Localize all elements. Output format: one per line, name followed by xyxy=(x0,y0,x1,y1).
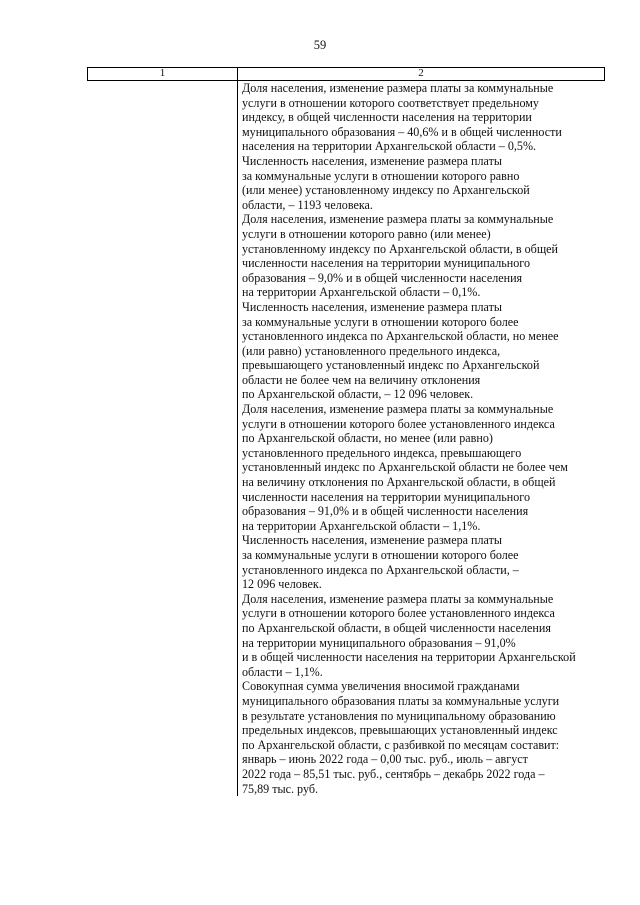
text-line: Доля населения, изменение размера платы за коммунальные xyxy=(242,402,554,417)
text-line: Доля населения, изменение размера платы за коммунальные xyxy=(242,212,554,227)
table-cell-right xyxy=(238,81,605,797)
text-line: 75,89 тыс. руб. xyxy=(242,781,319,796)
text-line: услуги в отношении которого более установленного индекса xyxy=(242,606,555,621)
text-line: численности населения на территории муниципального xyxy=(242,489,531,504)
text-line: в результате установления по муниципальному образованию xyxy=(242,708,556,723)
text-line: Доля населения, изменение размера платы за коммунальные xyxy=(242,81,554,95)
text-line: области – 1,1%. xyxy=(242,664,323,679)
document-table xyxy=(87,67,605,796)
text-line: Доля населения, изменение размера платы за коммунальные xyxy=(242,591,554,606)
text-line: на величину отклонения по Архангельской области, в общей xyxy=(242,475,556,490)
text-line: установленный индекс по Архангельской области не более чем xyxy=(242,460,568,475)
text-line: образования – 9,0% и в общей численности населения xyxy=(242,270,523,285)
text-line: январь – июнь 2022 года – 0,00 тыс. руб., июль – август xyxy=(242,752,528,767)
table-header-row xyxy=(88,68,605,81)
text-line: Численность населения, изменение размера платы xyxy=(242,153,502,168)
text-line: за коммунальные услуги в отношении которого равно xyxy=(242,168,520,183)
text-line: муниципального образования платы за коммунальные услуги xyxy=(242,693,560,708)
text-line: установленному индексу по Архангельской области, в общей xyxy=(242,241,558,256)
text-line: по Архангельской области, – 12 096 человек. xyxy=(242,387,474,402)
text-line: и в общей численности населения на территории Архангельской xyxy=(242,650,576,665)
text-line: услуги в отношении которого более установленного индекса xyxy=(242,416,555,431)
text-line: установленного индекса по Архангельской области, но менее xyxy=(242,329,559,344)
text-line: 12 096 человек. xyxy=(242,577,322,592)
text-line: Численность населения, изменение размера платы xyxy=(242,299,502,314)
text-line: по Архангельской области, с разбивкой по месяцам составит: xyxy=(242,737,560,752)
text-line: (или равно) установленного предельного индекса, xyxy=(242,343,501,358)
text-line: области, – 1193 человека. xyxy=(242,197,373,212)
text-line: Совокупная сумма увеличения вносимой гражданами xyxy=(242,679,520,694)
text-line: муниципального образования – 40,6% и в общей численности xyxy=(242,124,562,139)
text-line: предельных индексов, превышающих установленный индекс xyxy=(242,723,558,738)
text-line: на территории Архангельской области – 1,1%. xyxy=(242,518,481,533)
text-line: населения на территории Архангельской области – 0,5%. xyxy=(242,139,537,154)
text-line: области не более чем на величину отклонения xyxy=(242,372,481,387)
text-line: установленного предельного индекса, превышающего xyxy=(242,445,522,460)
text-line: образования – 91,0% и в общей численности населения xyxy=(242,504,529,519)
text-line: услуги в отношении которого равно (или менее) xyxy=(242,226,491,241)
text-line: услуги в отношении которого соответствует предельному xyxy=(242,95,539,110)
text-line: численности населения на территории муниципального xyxy=(242,256,531,271)
table-row xyxy=(88,81,605,797)
text-line: превышающего установленный индекс по Архангельской xyxy=(242,358,540,373)
column-header-2: 2 xyxy=(238,68,605,81)
text-line: 2022 года – 85,51 тыс. руб., сентябрь – декабрь 2022 года – xyxy=(242,766,545,781)
page-number: 59 xyxy=(313,38,327,52)
text-line: по Архангельской области, в общей численности населения xyxy=(242,620,551,635)
text-line: по Архангельской области, но менее (или равно) xyxy=(242,431,493,446)
text-line: Численность населения, изменение размера платы xyxy=(242,533,502,548)
text-line: за коммунальные услуги в отношении которого более xyxy=(242,314,519,329)
text-line: (или менее) установленному индексу по Архангельской xyxy=(242,183,530,198)
text-line: на территории Архангельской области – 0,1%. xyxy=(242,285,481,300)
table-cell-left xyxy=(88,81,238,797)
text-line: установленного индекса по Архангельской области, – xyxy=(242,562,519,577)
text-line: индексу, в общей численности населения на территории xyxy=(242,110,532,125)
column-header-1: 1 xyxy=(88,68,238,81)
text-line: на территории муниципального образования – 91,0% xyxy=(242,635,516,650)
text-line: за коммунальные услуги в отношении которого более xyxy=(242,548,519,562)
